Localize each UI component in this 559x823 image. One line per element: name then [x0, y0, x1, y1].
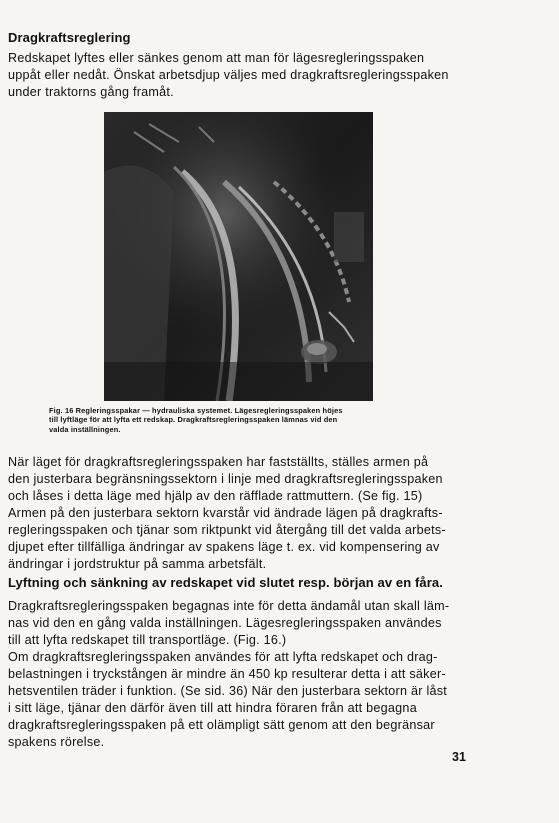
section-heading-dragkraftsreglering: Dragkraftsreglering [8, 30, 131, 45]
text-line: När läget för dragkraftsregleringsspaken har fastställts, ställes armen på [8, 455, 429, 469]
page-number: 31 [452, 750, 466, 764]
text-line: hetsventilen träder i funktion. (Se sid. 36) När den justerbara sektorn är låst [8, 684, 448, 698]
text-line: i sitt läge, tjänar den därför även till att hindra föraren från att begagna [8, 701, 417, 715]
text-line: regleringsspaken och tjänar som riktpunkt vid återgång till det valda arbets- [8, 523, 446, 537]
text-line: belastningen i tryckstången är mindre än 450 kp resulterar detta i att säker- [8, 667, 446, 681]
figure-16-photo [104, 112, 373, 401]
text-line: Redskapet lyftes eller sänkes genom att man för lägesregleringsspaken [8, 51, 425, 65]
text-line: Om dragkraftsregleringsspaken användes för att lyfta redskapet och drag- [8, 650, 438, 664]
caption-line: till lyftläge för att lyfta ett redskap. Dragkraftsregleringsspaken lämnas vid den [49, 415, 338, 425]
caption-line: Fig. 16 Regleringsspakar — hydrauliska systemet. Lägesregleringsspaken höjes [49, 406, 343, 415]
text-line: Dragkraftsregleringsspaken begagnas inte för detta ändamål utan skall läm- [8, 599, 450, 613]
text-line: djupet efter tillfälliga ändringar av spakens läge t. ex. vid kompensering av [8, 540, 440, 554]
text-line: till att lyfta redskapet till transportläge. (Fig. 16.) [8, 633, 287, 647]
figure-caption [49, 406, 461, 434]
text-line: Armen på den justerbara sektorn kvarstår vid ändrade lägen på dragkrafts- [8, 506, 443, 520]
text-line: ändringar i jordstruktur på samma arbetsfält. [8, 557, 267, 571]
section-heading-lyftning: Lyftning och sänkning av redskapet vid slutet resp. början av en fåra. [8, 575, 443, 590]
text-line: uppåt eller nedåt. Önskat arbetsdjup väljes med dragkraftsregleringsspaken [8, 68, 449, 82]
text-line: den justerbara begränsningssektorn i linje med dragkraftsregleringsspaken [8, 472, 443, 486]
intro-paragraph [8, 50, 449, 101]
text-line: nas vid den en gång valda inställningen. Lägesregleringsspaken användes [8, 616, 442, 630]
text-line: dragkraftsregleringsspaken på ett olämpligt sätt genom att den begränsar [8, 718, 435, 732]
control-levers-photo-illustration [104, 112, 373, 401]
text-line: spakens rörelse. [8, 735, 105, 749]
text-line: och låses i detta läge med hjälp av den räfflade rattmuttern. (Se fig. 15) [8, 489, 423, 503]
lifting-paragraph [8, 598, 449, 751]
caption-line: valda inställningen. [49, 424, 121, 434]
adjustment-paragraph [8, 454, 446, 573]
text-line: under traktorns gång framåt. [8, 85, 174, 99]
